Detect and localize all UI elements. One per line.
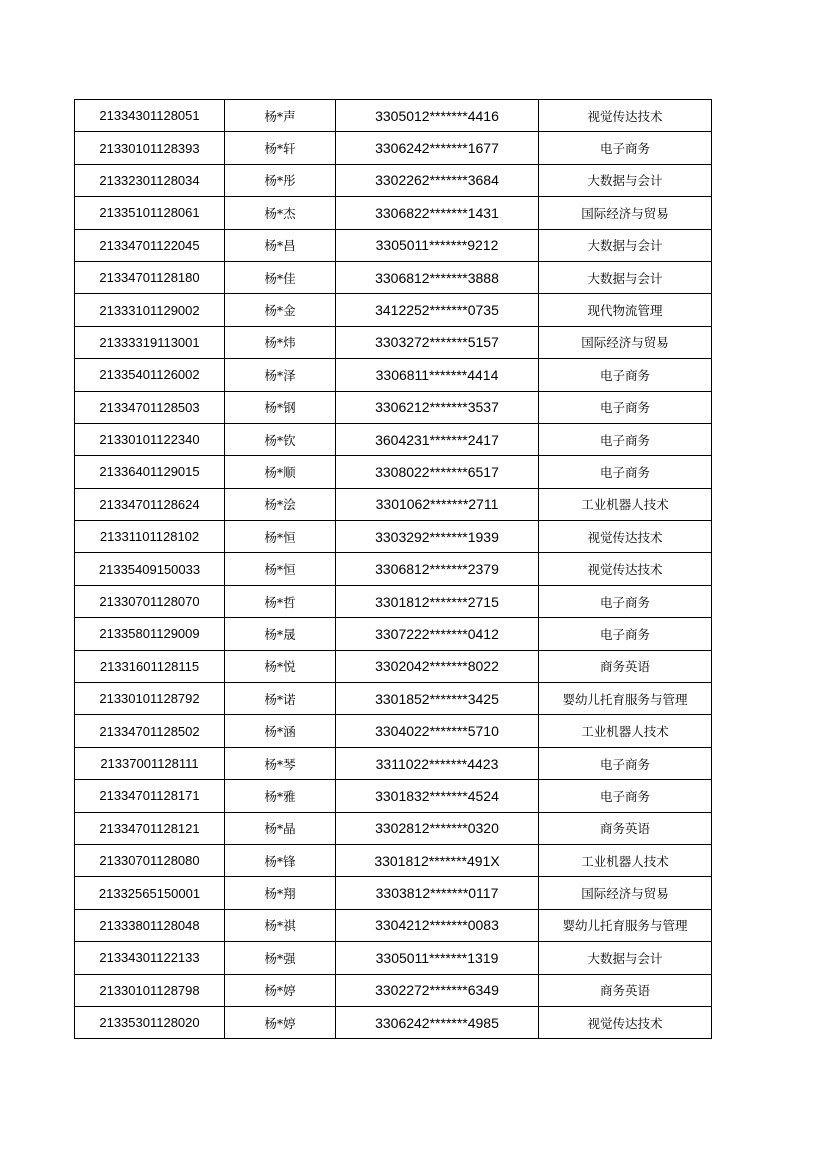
exam-number-cell: 21334301122133 [75, 942, 225, 974]
student-name-cell: 杨*佳 [225, 261, 336, 293]
exam-number-cell: 21330101128393 [75, 132, 225, 164]
table-row [75, 456, 712, 488]
id-number-cell: 3301062*******2711 [336, 488, 539, 520]
id-number-cell: 3302262*******3684 [336, 164, 539, 196]
id-number-cell: 3307222*******0412 [336, 618, 539, 650]
student-name-cell: 杨*婷 [225, 1006, 336, 1038]
id-number-cell: 3305012*******4416 [336, 100, 539, 132]
roster-body [75, 100, 712, 1039]
exam-number-cell: 21333801128048 [75, 909, 225, 941]
student-name-cell: 杨*彤 [225, 164, 336, 196]
exam-number-cell: 21335101128061 [75, 197, 225, 229]
id-number-cell: 3304212*******0083 [336, 909, 539, 941]
id-number-cell: 3305011*******1319 [336, 942, 539, 974]
major-cell: 商务英语 [539, 812, 712, 844]
student-name-cell: 杨*琴 [225, 747, 336, 779]
table-row [75, 391, 712, 423]
student-name-cell: 杨*悦 [225, 650, 336, 682]
exam-number-cell: 21331101128102 [75, 521, 225, 553]
id-number-cell: 3306242*******1677 [336, 132, 539, 164]
table-row [75, 812, 712, 844]
table-row [75, 747, 712, 779]
major-cell: 视觉传达技术 [539, 553, 712, 585]
exam-number-cell: 21334701128180 [75, 261, 225, 293]
student-name-cell: 杨*顺 [225, 456, 336, 488]
student-name-cell: 杨*杰 [225, 197, 336, 229]
student-name-cell: 杨*祺 [225, 909, 336, 941]
major-cell: 大数据与会计 [539, 942, 712, 974]
exam-number-cell: 21330701128070 [75, 585, 225, 617]
id-number-cell: 3306812*******2379 [336, 553, 539, 585]
exam-number-cell: 21334701128503 [75, 391, 225, 423]
student-name-cell: 杨*哲 [225, 585, 336, 617]
exam-number-cell: 21331601128115 [75, 650, 225, 682]
id-number-cell: 3301812*******491X [336, 844, 539, 876]
id-number-cell: 3306822*******1431 [336, 197, 539, 229]
id-number-cell: 3303292*******1939 [336, 521, 539, 553]
table-row [75, 521, 712, 553]
id-number-cell: 3412252*******0735 [336, 294, 539, 326]
table-row [75, 877, 712, 909]
student-roster-table [74, 99, 712, 1039]
major-cell: 工业机器人技术 [539, 715, 712, 747]
major-cell: 婴幼儿托育服务与管理 [539, 683, 712, 715]
major-cell: 电子商务 [539, 132, 712, 164]
id-number-cell: 3301812*******2715 [336, 585, 539, 617]
student-name-cell: 杨*炜 [225, 326, 336, 358]
student-name-cell: 杨*浍 [225, 488, 336, 520]
major-cell: 电子商务 [539, 359, 712, 391]
exam-number-cell: 21335401126002 [75, 359, 225, 391]
table-row [75, 261, 712, 293]
exam-number-cell: 21336401129015 [75, 456, 225, 488]
id-number-cell: 3306811*******4414 [336, 359, 539, 391]
student-name-cell: 杨*昌 [225, 229, 336, 261]
major-cell: 国际经济与贸易 [539, 877, 712, 909]
student-name-cell: 杨*轩 [225, 132, 336, 164]
major-cell: 电子商务 [539, 456, 712, 488]
table-row [75, 164, 712, 196]
major-cell: 大数据与会计 [539, 261, 712, 293]
table-row [75, 229, 712, 261]
id-number-cell: 3303812*******0117 [336, 877, 539, 909]
student-name-cell: 杨*强 [225, 942, 336, 974]
table-row [75, 1006, 712, 1038]
id-number-cell: 3604231*******2417 [336, 423, 539, 455]
table-row [75, 326, 712, 358]
id-number-cell: 3304022*******5710 [336, 715, 539, 747]
exam-number-cell: 21334701128171 [75, 780, 225, 812]
table-row [75, 488, 712, 520]
id-number-cell: 3301852*******3425 [336, 683, 539, 715]
table-row [75, 423, 712, 455]
table-row [75, 715, 712, 747]
major-cell: 商务英语 [539, 974, 712, 1006]
major-cell: 电子商务 [539, 391, 712, 423]
major-cell: 电子商务 [539, 423, 712, 455]
table-row [75, 909, 712, 941]
table-row [75, 100, 712, 132]
student-name-cell: 杨*泽 [225, 359, 336, 391]
id-number-cell: 3306812*******3888 [336, 261, 539, 293]
id-number-cell: 3306242*******4985 [336, 1006, 539, 1038]
table-row [75, 132, 712, 164]
exam-number-cell: 21333319113001 [75, 326, 225, 358]
table-row [75, 618, 712, 650]
exam-number-cell: 21335301128020 [75, 1006, 225, 1038]
major-cell: 工业机器人技术 [539, 488, 712, 520]
id-number-cell: 3302272*******6349 [336, 974, 539, 1006]
exam-number-cell: 21334701128624 [75, 488, 225, 520]
table-row [75, 780, 712, 812]
student-name-cell: 杨*诺 [225, 683, 336, 715]
id-number-cell: 3302812*******0320 [336, 812, 539, 844]
table-row [75, 553, 712, 585]
major-cell: 电子商务 [539, 747, 712, 779]
major-cell: 视觉传达技术 [539, 100, 712, 132]
table-row [75, 683, 712, 715]
exam-number-cell: 21330101128792 [75, 683, 225, 715]
major-cell: 大数据与会计 [539, 229, 712, 261]
student-name-cell: 杨*钢 [225, 391, 336, 423]
exam-number-cell: 21334701122045 [75, 229, 225, 261]
table-row [75, 359, 712, 391]
student-name-cell: 杨*雅 [225, 780, 336, 812]
major-cell: 工业机器人技术 [539, 844, 712, 876]
student-name-cell: 杨*涵 [225, 715, 336, 747]
student-name-cell: 杨*晟 [225, 618, 336, 650]
id-number-cell: 3301832*******4524 [336, 780, 539, 812]
student-name-cell: 杨*恒 [225, 521, 336, 553]
exam-number-cell: 21334701128121 [75, 812, 225, 844]
exam-number-cell: 21332565150001 [75, 877, 225, 909]
id-number-cell: 3305011*******9212 [336, 229, 539, 261]
exam-number-cell: 21330101128798 [75, 974, 225, 1006]
major-cell: 视觉传达技术 [539, 521, 712, 553]
student-name-cell: 杨*恒 [225, 553, 336, 585]
id-number-cell: 3311022*******4423 [336, 747, 539, 779]
exam-number-cell: 21332301128034 [75, 164, 225, 196]
table-row [75, 974, 712, 1006]
exam-number-cell: 21334701128502 [75, 715, 225, 747]
exam-number-cell: 21335801129009 [75, 618, 225, 650]
id-number-cell: 3308022*******6517 [336, 456, 539, 488]
id-number-cell: 3303272*******5157 [336, 326, 539, 358]
table-row [75, 294, 712, 326]
exam-number-cell: 21333101129002 [75, 294, 225, 326]
exam-number-cell: 21334301128051 [75, 100, 225, 132]
exam-number-cell: 21335409150033 [75, 553, 225, 585]
exam-number-cell: 21330701128080 [75, 844, 225, 876]
student-name-cell: 杨*金 [225, 294, 336, 326]
student-name-cell: 杨*锋 [225, 844, 336, 876]
exam-number-cell: 21330101122340 [75, 423, 225, 455]
major-cell: 现代物流管理 [539, 294, 712, 326]
major-cell: 电子商务 [539, 618, 712, 650]
major-cell: 电子商务 [539, 585, 712, 617]
table-row [75, 197, 712, 229]
major-cell: 大数据与会计 [539, 164, 712, 196]
major-cell: 电子商务 [539, 780, 712, 812]
major-cell: 国际经济与贸易 [539, 197, 712, 229]
student-name-cell: 杨*声 [225, 100, 336, 132]
table-row [75, 585, 712, 617]
major-cell: 婴幼儿托育服务与管理 [539, 909, 712, 941]
id-number-cell: 3306212*******3537 [336, 391, 539, 423]
id-number-cell: 3302042*******8022 [336, 650, 539, 682]
major-cell: 国际经济与贸易 [539, 326, 712, 358]
student-name-cell: 杨*翔 [225, 877, 336, 909]
student-name-cell: 杨*婷 [225, 974, 336, 1006]
major-cell: 商务英语 [539, 650, 712, 682]
student-name-cell: 杨*钦 [225, 423, 336, 455]
major-cell: 视觉传达技术 [539, 1006, 712, 1038]
student-name-cell: 杨*晶 [225, 812, 336, 844]
exam-number-cell: 21337001128111 [75, 747, 225, 779]
table-row [75, 650, 712, 682]
table-row [75, 844, 712, 876]
table-row [75, 942, 712, 974]
